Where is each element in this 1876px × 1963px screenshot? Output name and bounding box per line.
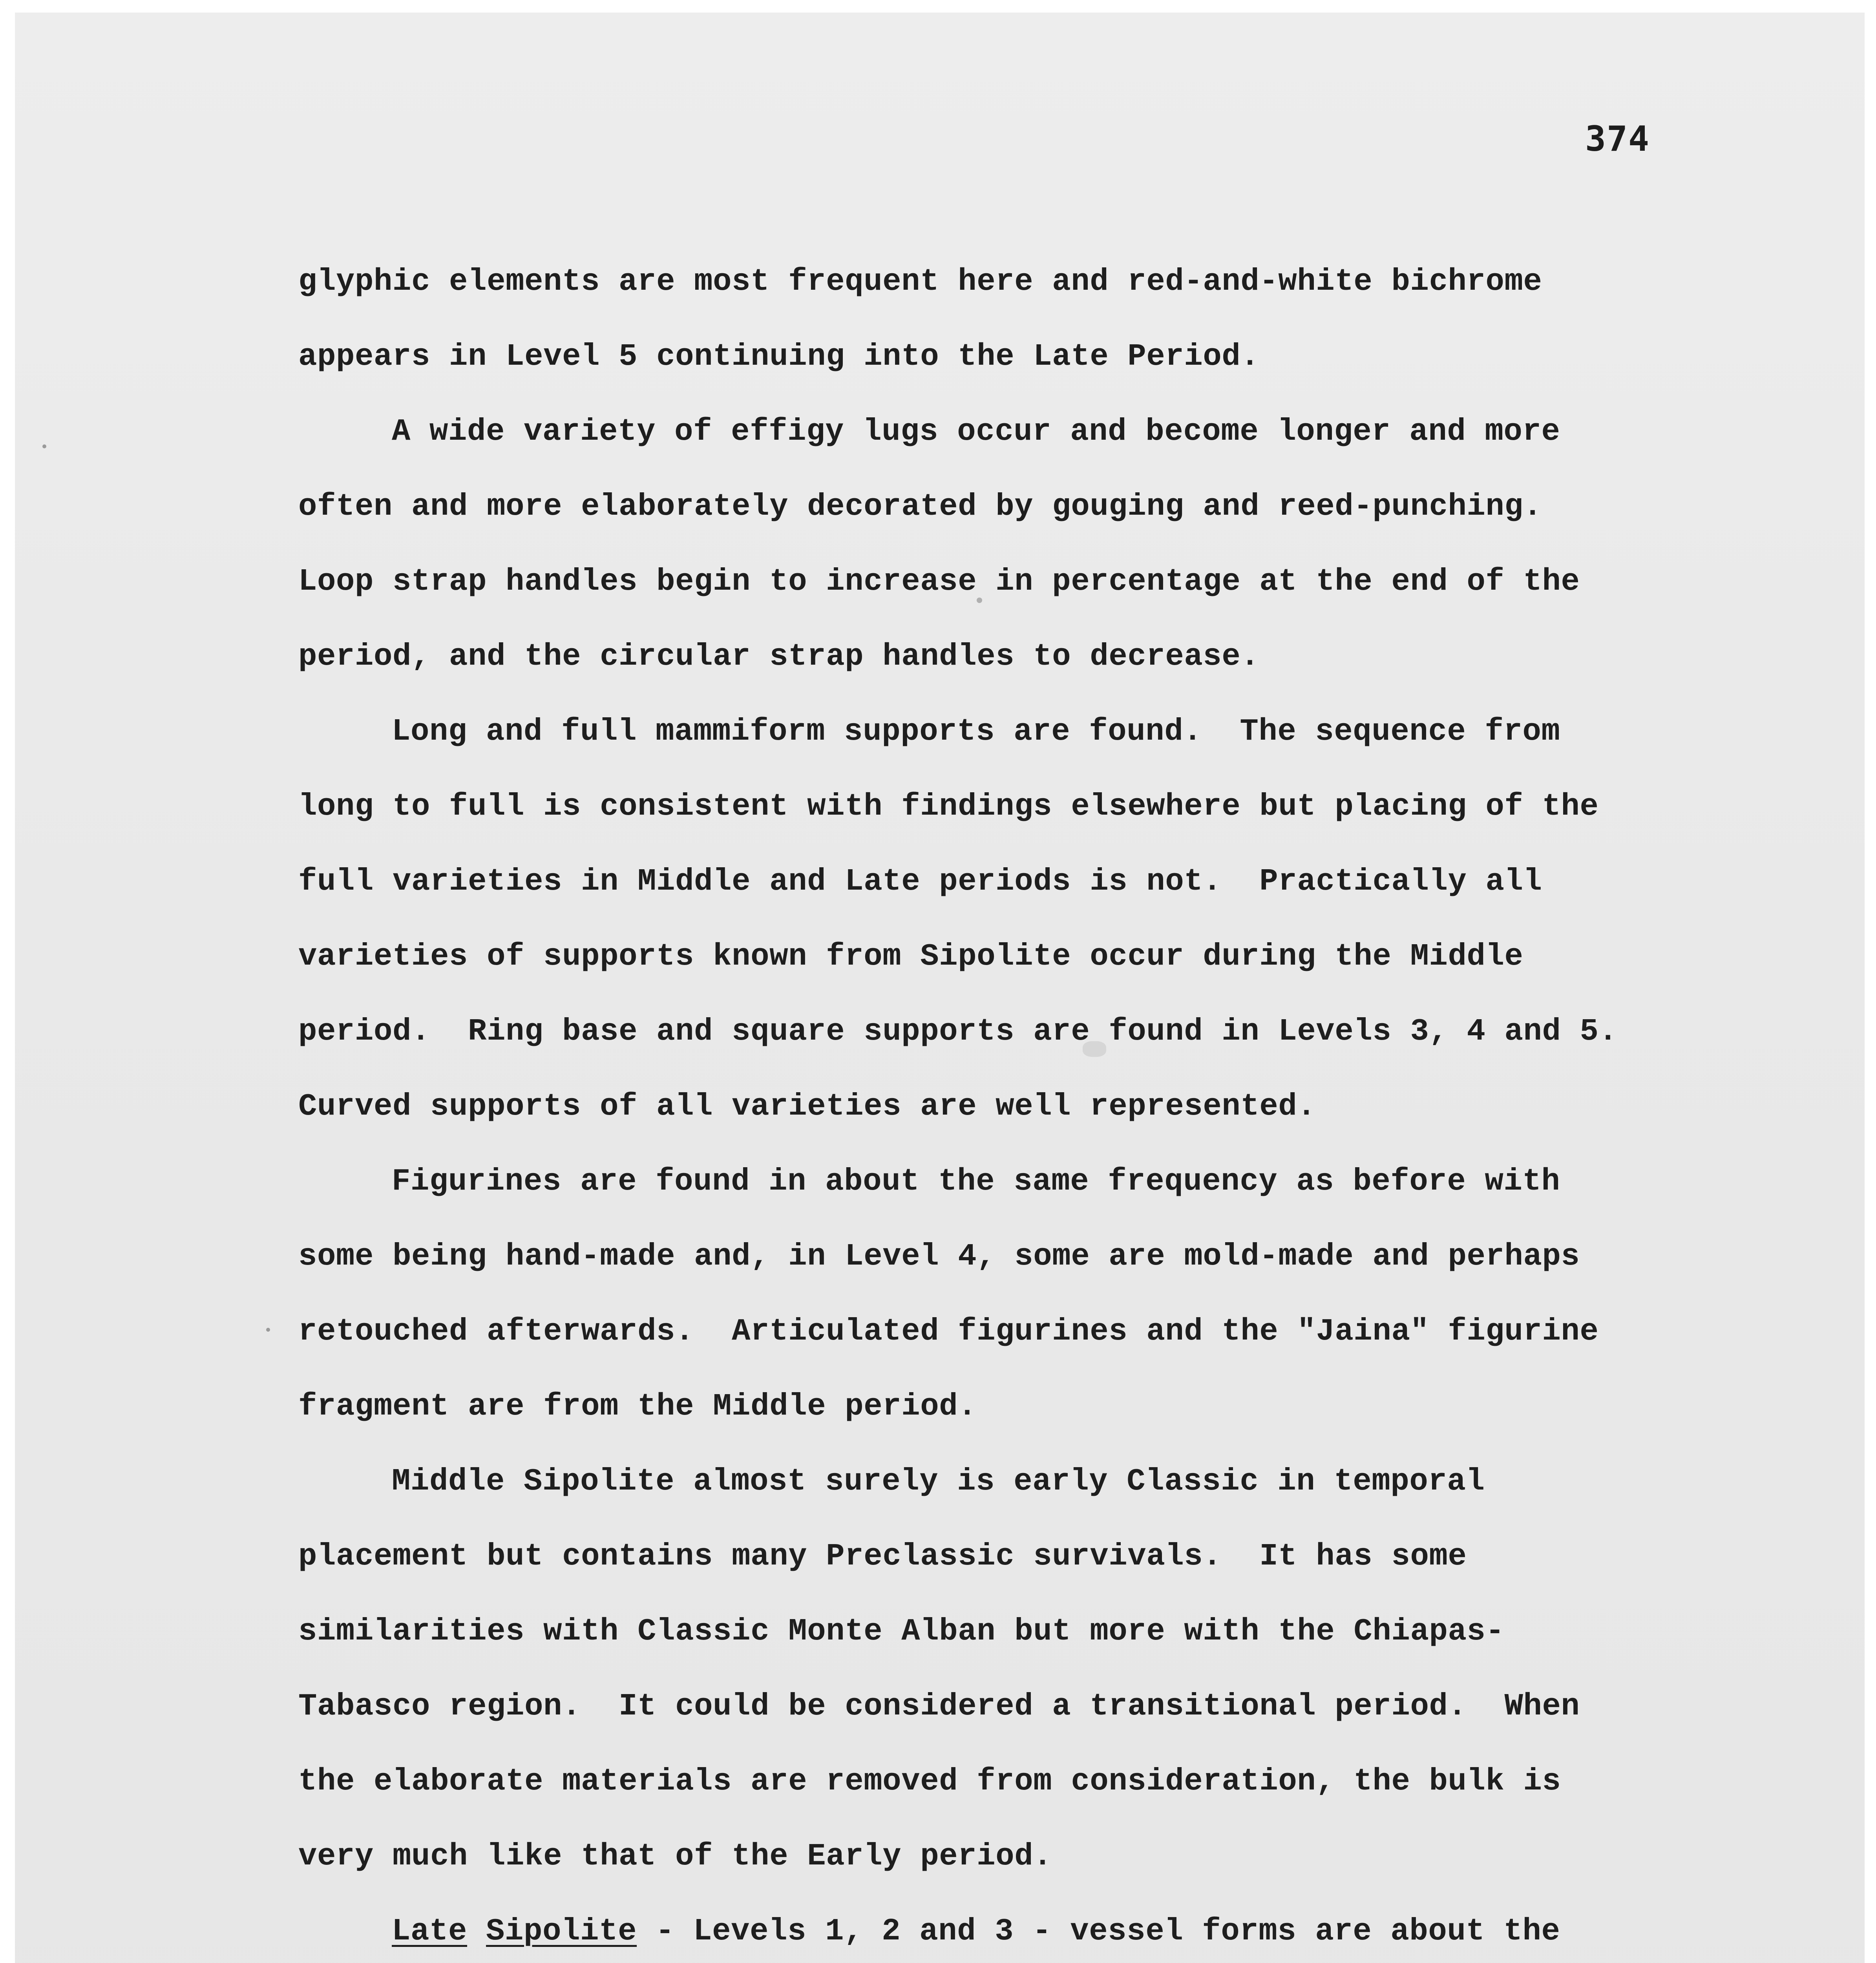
text-line: Loop strap handles begin to increase in percentage at the end of the xyxy=(298,564,1580,599)
text-line: Tabasco region. It could be considered a transitional period. When xyxy=(298,1689,1580,1724)
heading-underlined-word: Late xyxy=(392,1914,468,1949)
text-line: long to full is consistent with findings elsewhere but placing of the xyxy=(298,789,1599,824)
text-line: appears in Level 5 continuing into the Late Period. xyxy=(298,339,1260,374)
scan-speck xyxy=(266,1328,270,1332)
page-number: 374 xyxy=(1585,119,1650,159)
heading-underlined-word: Sipolite xyxy=(486,1914,637,1949)
text-line: period. Ring base and square supports are found in Levels 3, 4 and 5. xyxy=(298,1014,1618,1049)
text-line: fragment are from the Middle period. xyxy=(298,1389,977,1424)
heading-rest-text: - Levels 1, 2 and 3 - vessel forms are about the xyxy=(637,1914,1560,1949)
text-line: retouched afterwards. Articulated figurines and the "Jaina" figurine xyxy=(298,1314,1599,1349)
text-line: very much like that of the Early period. xyxy=(298,1839,1052,1874)
text-line: Long and full mammiform supports are found. The sequence from xyxy=(392,714,1560,749)
text-line: glyphic elements are most frequent here and red-and-white bichrome xyxy=(298,264,1542,299)
text-line: A wide variety of effigy lugs occur and become longer and more xyxy=(392,414,1560,449)
text-line: Middle Sipolite almost surely is early Classic in temporal xyxy=(392,1464,1485,1499)
text-line: Curved supports of all varieties are well represented. xyxy=(298,1089,1316,1124)
body-text xyxy=(298,244,1641,1963)
text-line: similarities with Classic Monte Alban but more with the Chiapas- xyxy=(298,1614,1505,1649)
text-line: some being hand-made and, in Level 4, some are mold-made and perhaps xyxy=(298,1239,1580,1274)
text-line: varieties of supports known from Sipolite occur during the Middle xyxy=(298,939,1523,974)
text-line: period, and the circular strap handles to decrease. xyxy=(298,639,1260,674)
scan-speck xyxy=(42,444,46,448)
text-line: often and more elaborately decorated by gouging and reed-punching. xyxy=(298,489,1542,524)
text-line: placement but contains many Preclassic survivals. It has some xyxy=(298,1539,1467,1574)
section-heading-line xyxy=(298,1894,1641,1963)
text-line: the elaborate materials are removed from consideration, the bulk is xyxy=(298,1764,1561,1799)
text-line: full varieties in Middle and Late periods is not. Practically all xyxy=(298,864,1542,899)
text-line: Figurines are found in about the same frequency as before with xyxy=(392,1164,1560,1199)
